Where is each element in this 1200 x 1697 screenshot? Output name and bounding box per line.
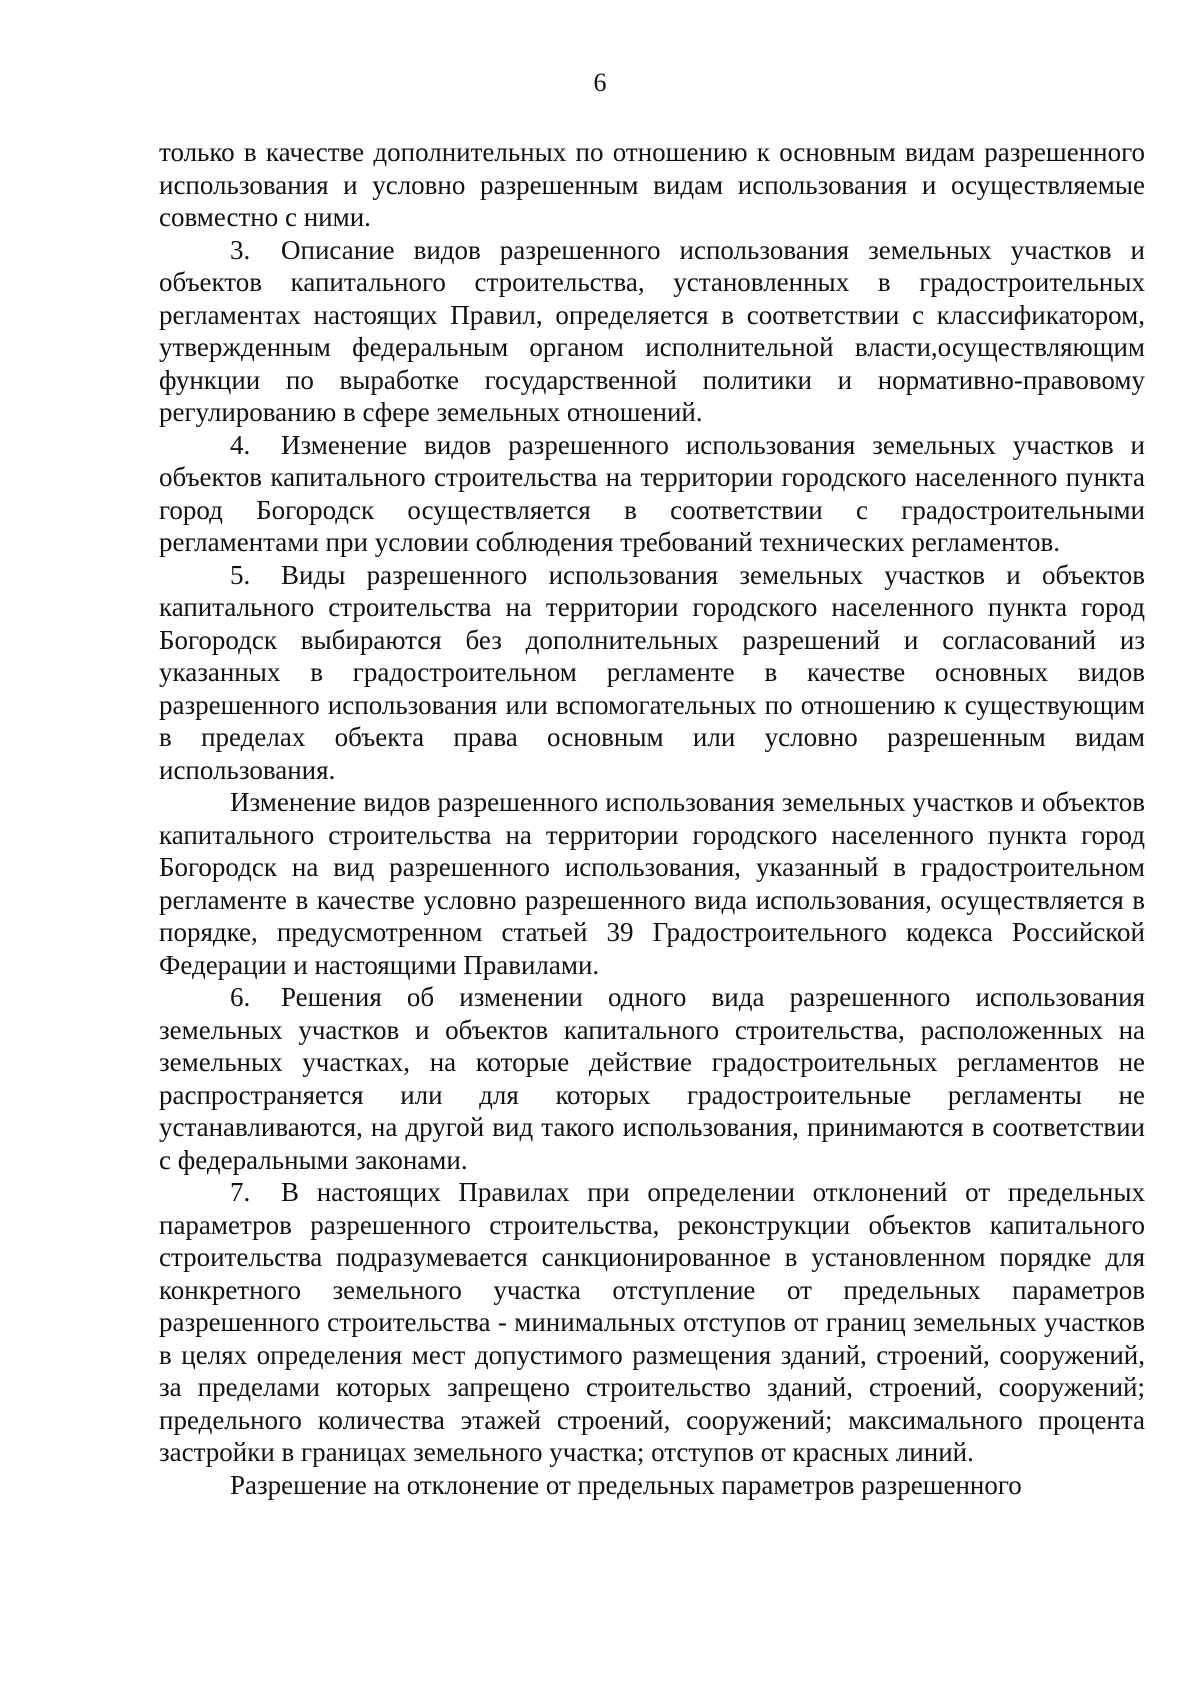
paragraph-number: 5. bbox=[230, 559, 251, 590]
paragraph-number: 4. bbox=[230, 429, 251, 460]
paragraph-item-5-continued bbox=[159, 786, 1145, 981]
paragraph-text: Разрешение на отклонение от предельных параметров разрешенного bbox=[230, 1469, 1022, 1500]
paragraph-text: В настоящих Правилах при определении отклонений от предельных параметров разрешенного строительства, реконструкции объектов капитального строительства подразумевается санкционированное в установленном порядке для конкретного земельного участка отступление от предельных параметров разрешенного строительства - минимальных отступов от границ земельных участков в целях определения мест допустимого размещения зданий, строений, сооружений, за пределами которых запрещено строительство зданий, строений, сооружений; предельного количества этажей строений, сооружений; максимального процента застройки в границах земельного участка; отступов от красных линий. bbox=[159, 1177, 1145, 1467]
paragraph-text: только в качестве дополнительных по отношению к основным видам разрешенного использования и условно разрешенным видам использования и осуществляемые совместно с ними. bbox=[159, 137, 1145, 232]
paragraph-text: Изменение видов разрешенного использования земельных участков и объектов капитального строительства на территории городского населенного пункта город Богородск осуществляется в соответствии с градостроительными регламентами при условии соблюдения требований технических регламентов. bbox=[159, 429, 1145, 557]
paragraph-item-3 bbox=[159, 234, 1145, 429]
paragraph-text: Решения об изменении одного вида разрешенного использования земельных участков и объектов капитального строительства, расположенных на земельных участках, на которые действие градостроительных регламентов не распространяется или для которых градостроительные регламенты не устанавливаются, на другой вид такого использования, принимаются в соответствии с федеральными законами. bbox=[159, 982, 1145, 1175]
paragraph-number: 3. bbox=[230, 234, 251, 265]
paragraph-number: 7. bbox=[230, 1177, 251, 1207]
paragraph-text: Описание видов разрешенного использования земельных участков и объектов капитального строительства, установленных в градостроительных регламентах настоящих Правил, определяется в соответствии с классификатором, утвержденным федеральным органом исполнительной власти,осуществляющим функции по выработке государственной политики и нормативно-правовому регулированию в сфере земельных отношений. bbox=[159, 234, 1145, 427]
paragraph-item-7-continued bbox=[159, 1469, 1145, 1502]
paragraph-text: Виды разрешенного использования земельных участков и объектов капитального строительства на территории городского населенного пункта город Богородск выбираются без дополнительных разрешений и согласований из указанных в градостроительном регламенте в качестве основных видов разрешенного использования или вспомогательных по отношению к существующим в пределах объекта права основным или условно разрешенным видам использования. bbox=[159, 559, 1145, 785]
paragraph-number: 6. bbox=[230, 982, 251, 1012]
paragraph-item-7 bbox=[159, 1176, 1145, 1469]
paragraph-item-5 bbox=[159, 559, 1145, 787]
paragraph-continuation bbox=[159, 136, 1145, 234]
document-body bbox=[159, 136, 1145, 1501]
paragraph-text: Изменение видов разрешенного использования земельных участков и объектов капитального строительства на территории городского населенного пункта город Богородск на вид разрешенного использования, указанный в градостроительном регламенте в качестве условно разрешенного вида использования, осуществляется в порядке, предусмотренном статьей 39 Градостроительного кодекса Российской Федерации и настоящими Правилами. bbox=[159, 787, 1145, 980]
page-number: 6 bbox=[593, 68, 607, 97]
paragraph-item-6 bbox=[159, 981, 1145, 1176]
paragraph-item-4 bbox=[159, 429, 1145, 559]
